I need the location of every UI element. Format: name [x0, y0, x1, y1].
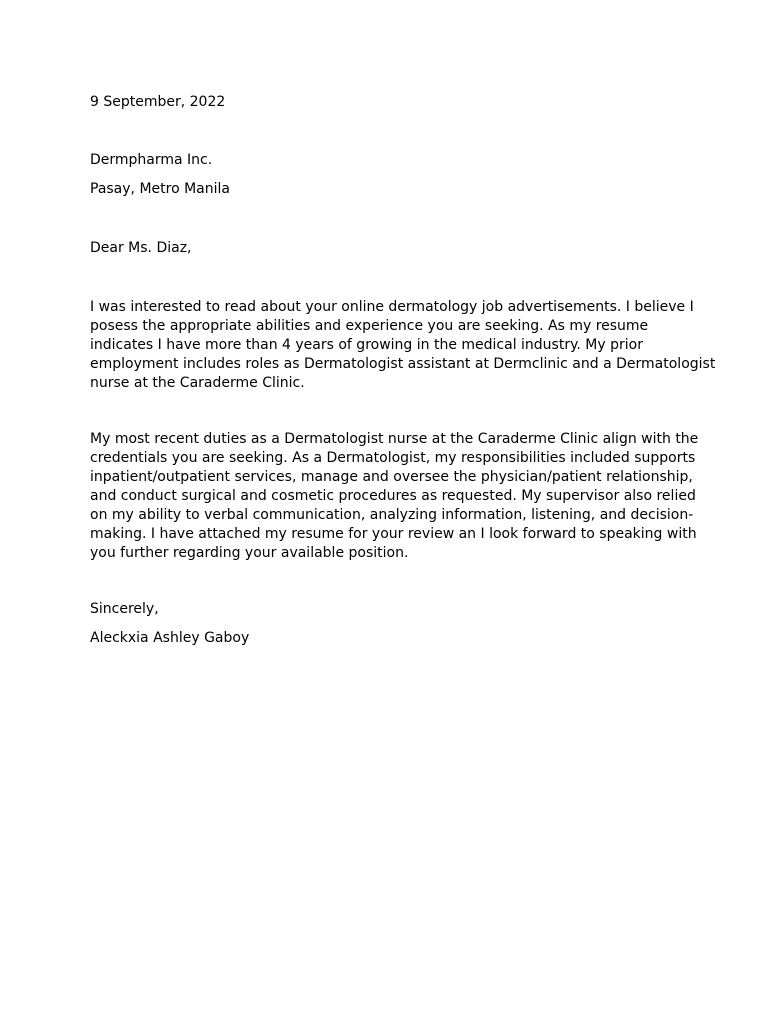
paragraph-line: and conduct surgical and cosmetic procedures as requested. My supervisor also relied: [90, 488, 696, 504]
paragraph-line: posess the appropriate abilities and experience you are seeking. As my resume: [90, 318, 649, 334]
paragraph-line: inpatient/outpatient services, manage and oversee the physician/patient relationship,: [90, 469, 693, 485]
paragraph-line: I was interested to read about your online dermatology job advertisements. I believe I: [90, 299, 694, 315]
body-paragraph-2: [90, 430, 699, 563]
paragraph-line: credentials you are seeking. As a Dermatologist, my responsibilities included supports: [90, 450, 696, 466]
recipient-company: Dermpharma Inc.: [90, 152, 213, 168]
body-paragraph-1: [90, 298, 716, 393]
recipient-location: Pasay, Metro Manila: [90, 181, 230, 197]
paragraph-line: on my ability to verbal communication, analyzing information, listening, and decision-: [90, 507, 694, 523]
signature-name: Aleckxia Ashley Gaboy: [90, 630, 250, 646]
paragraph-line: My most recent duties as a Dermatologist nurse at the Caraderme Clinic align with the: [90, 431, 699, 447]
salutation: Dear Ms. Diaz,: [90, 240, 192, 256]
paragraph-line: indicates I have more than 4 years of growing in the medical industry. My prior: [90, 337, 643, 353]
paragraph-line: nurse at the Caraderme Clinic.: [90, 375, 305, 391]
closing: Sincerely,: [90, 601, 159, 617]
paragraph-line: employment includes roles as Dermatologist assistant at Dermclinic and a Dermatologist: [90, 356, 716, 372]
letter-date: 9 September, 2022: [90, 94, 226, 110]
paragraph-line: you further regarding your available position.: [90, 545, 409, 561]
paragraph-line: making. I have attached my resume for your review an I look forward to speaking with: [90, 526, 697, 542]
